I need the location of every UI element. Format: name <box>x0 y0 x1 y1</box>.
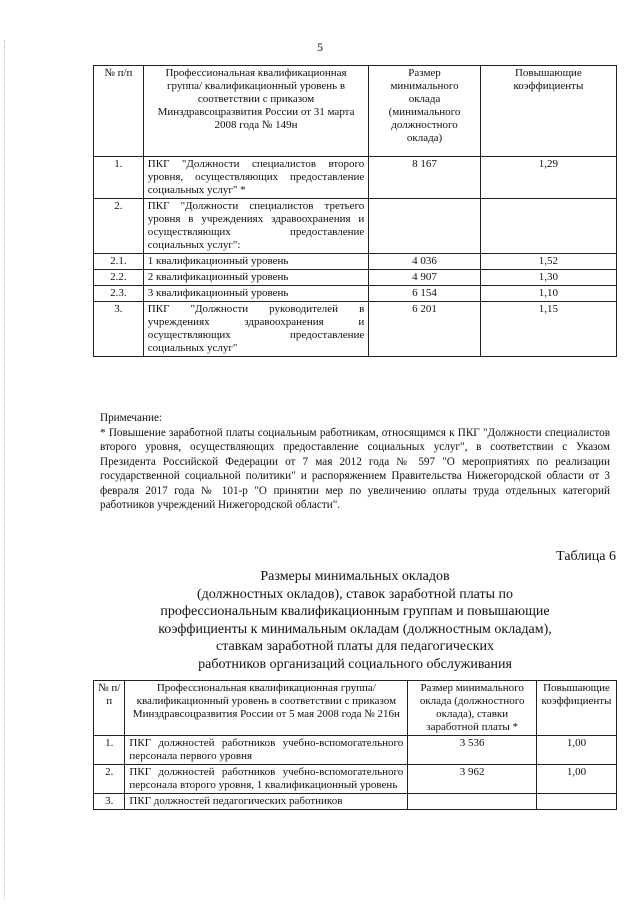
title-line: (должностных окладов), ставок заработной платы по <box>196 586 514 602</box>
row-num: 2.2. <box>94 270 144 286</box>
table-6-pedagogical-salary <box>93 680 617 810</box>
table-row <box>94 765 617 794</box>
title-line: ставкам заработной платы для педагогических <box>216 639 494 655</box>
note-text: * Повышение заработной платы социальным работникам, относящимся к ПКГ "Должности специалистов второго уровня, осуществляющих предоставление социальных услуг", в соответствии с Указом Президента Российской Федерации от 7 мая 2012 года № 597 "О мероприятиях по реализации государственной социальной политики" и распоряжением Правительства Нижегородской области от 3 февраля 2017 года № 101-р "О принятии мер по увеличению оплаты труда отдельных категорий работников учреждений Нижегородской области". <box>100 426 610 511</box>
row-salary: 3 536 <box>408 736 537 765</box>
header-salary: Размер минимального оклада (должностного оклада), ставки заработной платы * <box>408 681 537 736</box>
page-number: 5 <box>317 40 323 54</box>
table-row <box>94 286 617 302</box>
table-row <box>94 254 617 270</box>
row-coef: 1,00 <box>537 765 617 794</box>
row-salary: 4 036 <box>369 254 480 270</box>
row-coef: 1,15 <box>480 302 616 357</box>
row-salary <box>408 794 537 810</box>
title-line: работников организаций социального обслуживания <box>198 656 512 672</box>
row-num: 2. <box>94 199 144 254</box>
row-num: 3. <box>94 302 144 357</box>
header-group: Профессиональная квалификационная группа/квалификационный уровень в соответствии с приказом Минздравсоцразвития России от 5 мая 2008 года № 216н <box>125 681 408 736</box>
row-coef: 1,52 <box>480 254 616 270</box>
title-line: Размеры минимальных окладов <box>260 569 450 584</box>
row-num: 2.3. <box>94 286 144 302</box>
row-salary <box>369 199 480 254</box>
row-num: 2. <box>94 765 125 794</box>
table-header-row <box>94 66 617 157</box>
row-group: 1 квалификационный уровень <box>143 254 369 270</box>
row-coef <box>480 199 616 254</box>
row-num: 2.1. <box>94 254 144 270</box>
row-salary: 8 167 <box>369 157 480 199</box>
note-label: Примечание: <box>100 412 163 424</box>
row-group: ПКГ должностей работников учебно-вспомогательного персонала первого уровня <box>125 736 408 765</box>
row-salary: 6 154 <box>369 286 480 302</box>
header-coef: Повышающие коэффициенты <box>537 681 617 736</box>
header-group: Профессиональная квалификационная группа/ квалификационный уровень в соответствии с приказом Минздравсоцразвития России от 31 марта 2008 года № 149н <box>143 66 369 157</box>
footnote-block <box>100 411 610 513</box>
row-group: ПКГ "Должности специалистов второго уровня, осуществляющих предоставление социальных услуг" * <box>143 157 369 199</box>
row-salary: 3 962 <box>408 765 537 794</box>
header-num: № п/п <box>94 681 125 736</box>
table-row <box>94 794 617 810</box>
header-num: № п/п <box>94 66 144 157</box>
row-coef: 1,10 <box>480 286 616 302</box>
table-header-row <box>94 681 617 736</box>
table-row <box>94 736 617 765</box>
row-group: 2 квалификационный уровень <box>143 270 369 286</box>
header-coef: Повышающие коэффициенты <box>480 66 616 157</box>
title-line: профессиональным квалификационным группам и повышающие <box>160 604 550 620</box>
table-6-label: Таблица 6 <box>556 549 616 564</box>
row-coef: 1,29 <box>480 157 616 199</box>
table-row <box>94 199 617 254</box>
row-coef: 1,00 <box>537 736 617 765</box>
scan-edge-mark <box>4 40 9 900</box>
row-group: 3 квалификационный уровень <box>143 286 369 302</box>
row-num: 3. <box>94 794 125 810</box>
header-salary: Размер минимального оклада (минимального должностного оклада) <box>369 66 480 157</box>
row-salary: 6 201 <box>369 302 480 357</box>
row-num: 1. <box>94 736 125 765</box>
row-group: ПКГ "Должности руководителей в учреждениях здравоохранения и осуществляющих предоставление социальных услуг" <box>143 302 369 357</box>
row-group: ПКГ должностей педагогических работников <box>125 794 408 810</box>
table-row <box>94 302 617 357</box>
table-row <box>94 157 617 199</box>
row-group: ПКГ должностей работников учебно-вспомогательного персонала второго уровня, 1 квалификационный уровень <box>125 765 408 794</box>
row-coef: 1,30 <box>480 270 616 286</box>
title-line: коэффициенты к минимальным окладам (должностным окладам), <box>158 621 552 637</box>
table-5-salary-coefficients <box>93 65 617 357</box>
row-num: 1. <box>94 157 144 199</box>
row-salary: 4 907 <box>369 270 480 286</box>
row-coef <box>537 794 617 810</box>
table-6-title <box>93 568 617 674</box>
row-group: ПКГ "Должности специалистов третьего уровня в учреждениях здравоохранения и осуществляющих предоставление социальных услуг": <box>143 199 369 254</box>
table-row <box>94 270 617 286</box>
